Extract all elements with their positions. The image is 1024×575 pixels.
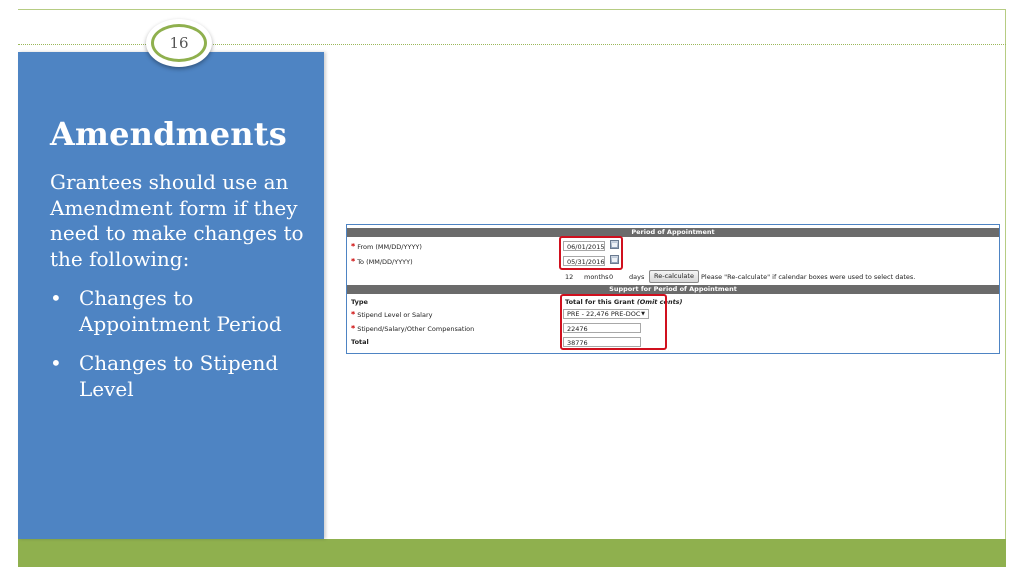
required-mark: * bbox=[351, 310, 356, 319]
intro-text: Grantees should use an Amendment form if they need to make changes to the following: bbox=[50, 170, 304, 271]
bullet-item bbox=[50, 286, 312, 337]
required-mark: * bbox=[351, 242, 356, 251]
stipend-level-selected: PRE - 22,476 PRE-DOC bbox=[567, 310, 641, 318]
days-label: days bbox=[629, 273, 645, 281]
from-date-input[interactable]: 06/01/2015 bbox=[563, 241, 605, 251]
bullet-text: Changes to Appointment Period bbox=[79, 286, 282, 336]
required-mark: * bbox=[351, 324, 356, 333]
bullet-icon: • bbox=[50, 286, 62, 310]
stipend-level-label: * Stipend Level or Salary bbox=[351, 310, 433, 319]
required-mark: * bbox=[351, 257, 356, 266]
page-number-badge bbox=[146, 19, 212, 67]
slide-title: Amendments bbox=[50, 115, 287, 153]
period-of-appointment-header: Period of Appointment bbox=[347, 228, 999, 237]
chevron-down-icon: ▼ bbox=[641, 311, 645, 317]
total-input: 38776 bbox=[563, 337, 641, 347]
recalculate-note: Please "Re-calculate" if calendar boxes were used to select dates. bbox=[701, 273, 916, 281]
amendment-form-screenshot bbox=[346, 224, 1000, 354]
bullet-item bbox=[50, 351, 312, 402]
days-value: 0 bbox=[609, 273, 614, 281]
slide-frame-right-line bbox=[1005, 9, 1006, 539]
compensation-input[interactable]: 22476 bbox=[563, 323, 641, 333]
page-number: 16 bbox=[151, 24, 207, 62]
from-date-row bbox=[347, 239, 999, 253]
total-row bbox=[347, 335, 999, 349]
compensation-row bbox=[347, 321, 999, 335]
slide-frame-top-line bbox=[18, 9, 1006, 10]
months-label: months bbox=[584, 273, 609, 281]
from-date-label: * From (MM/DD/YYYY) bbox=[351, 242, 422, 251]
bullet-text: Changes to Stipend Level bbox=[79, 351, 279, 401]
stipend-level-row bbox=[347, 307, 999, 321]
compensation-label: * Stipend/Salary/Other Compensation bbox=[351, 324, 475, 333]
date-highlight-box bbox=[559, 236, 623, 270]
total-label: Total bbox=[351, 338, 369, 346]
recalculate-button[interactable]: Re-calculate bbox=[649, 270, 699, 283]
type-column-header: Type bbox=[351, 298, 368, 306]
support-header: Support for Period of Appointment bbox=[347, 285, 999, 294]
to-date-label: * To (MM/DD/YYYY) bbox=[351, 257, 413, 266]
support-highlight-box bbox=[560, 294, 667, 350]
slide-body bbox=[50, 170, 312, 416]
bullet-list bbox=[50, 286, 312, 402]
months-value: 12 bbox=[565, 273, 574, 281]
total-column-header: Total for this Grant (Omit cents) bbox=[565, 298, 683, 306]
footer-bar bbox=[18, 539, 1006, 567]
to-date-row bbox=[347, 254, 999, 268]
bullet-icon: • bbox=[50, 351, 62, 375]
duration-row bbox=[347, 269, 999, 283]
to-date-input[interactable]: 05/31/2016 bbox=[563, 256, 605, 266]
